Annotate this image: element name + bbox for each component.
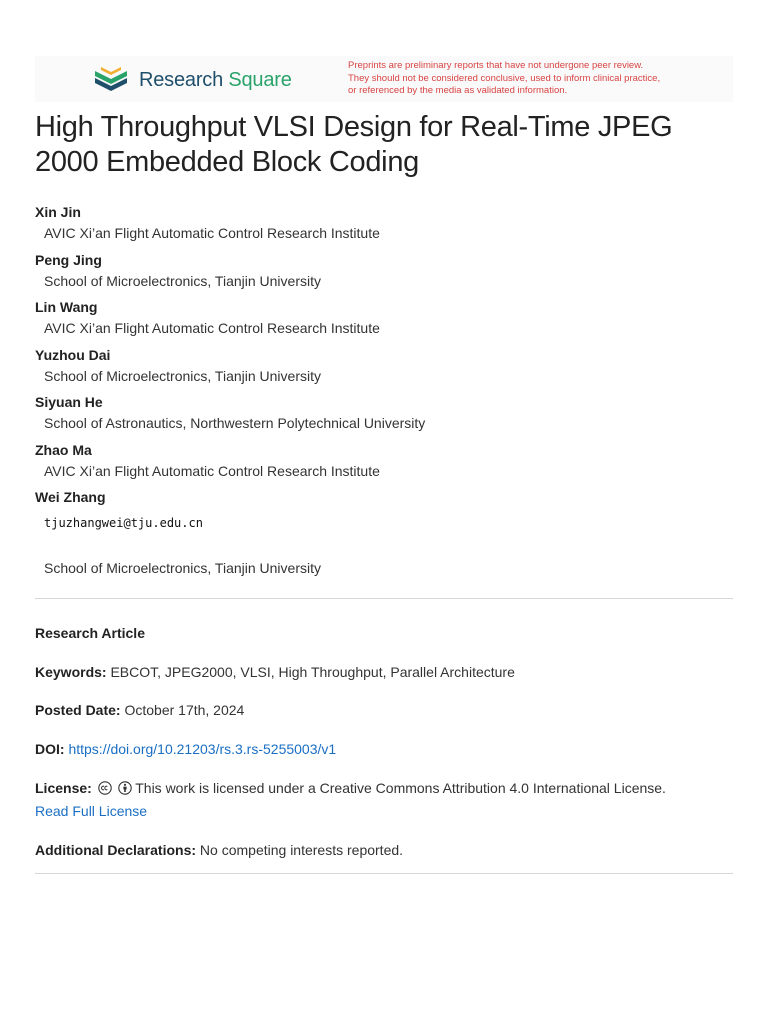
- paper-title: High Throughput VLSI Design for Real-Time JPEG 2000 Embedded Block Coding: [35, 111, 673, 178]
- declarations-row: [35, 839, 733, 862]
- author-name: Wei Zhang: [35, 489, 106, 505]
- author-affiliation: School of Microelectronics, Tianjin University: [44, 367, 321, 384]
- author-email[interactable]: tjuzhangwei@tju.edu.cn: [44, 516, 203, 530]
- author-entry: [35, 345, 733, 393]
- author-name: Siyuan He: [35, 394, 103, 410]
- author-affiliation: AVIC Xi’an Flight Automatic Control Research Institute: [44, 225, 380, 241]
- logo-wordmark: [139, 69, 292, 92]
- keywords-value: EBCOT, JPEG2000, VLSI, High Throughput, Parallel Architecture: [110, 664, 515, 680]
- author-affiliation: School of Microelectronics, Tianjin University: [44, 272, 321, 289]
- keywords-label: Keywords:: [35, 664, 107, 680]
- doi-link[interactable]: https://doi.org/10.21203/rs.3.rs-5255003/v1: [68, 741, 337, 757]
- author-name: Lin Wang: [35, 299, 98, 315]
- author-entry: [35, 297, 733, 345]
- author-entry: [35, 440, 733, 488]
- header-band: [35, 56, 733, 102]
- author-name: Peng Jing: [35, 251, 102, 268]
- disclaimer-line: Preprints are preliminary reports that have not undergone peer review.: [348, 60, 644, 71]
- posted-date-value: October 17th, 2024: [124, 702, 245, 718]
- creative-commons-icon: [98, 781, 112, 795]
- author-entry: [35, 487, 733, 585]
- author-list: [35, 202, 733, 585]
- posted-date-label: Posted Date:: [35, 702, 121, 718]
- logo-word-research: Research: [139, 68, 223, 91]
- author-affiliation: AVIC Xi’an Flight Automatic Control Research Institute: [44, 462, 380, 479]
- research-square-logo-icon: [93, 65, 131, 95]
- posted-date-row: [35, 699, 733, 722]
- logo-word-square: Square: [228, 68, 292, 91]
- preprint-disclaimer: [348, 60, 728, 98]
- author-affiliation: School of Microelectronics, Tianjin University: [44, 560, 321, 576]
- license-text: This work is licensed under a Creative Commons Attribution 4.0 International License.: [135, 780, 666, 796]
- author-name: Yuzhou Dai: [35, 346, 111, 363]
- license-label: License:: [35, 780, 92, 796]
- article-type: [35, 622, 733, 645]
- divider: [35, 598, 733, 599]
- author-entry: [35, 250, 733, 298]
- disclaimer-line: They should not be considered conclusive, used to inform clinical practice,: [348, 72, 661, 84]
- disclaimer-line: or referenced by the media as validated information.: [348, 85, 568, 96]
- keywords-row: [35, 661, 733, 684]
- research-square-logo[interactable]: [93, 64, 292, 96]
- author-entry: [35, 392, 733, 440]
- license-row: [35, 777, 733, 823]
- attribution-icon: [118, 781, 132, 795]
- doi-row: [35, 738, 733, 761]
- declarations-label: Additional Declarations:: [35, 842, 197, 858]
- author-name: Xin Jin: [35, 204, 81, 220]
- read-full-license-link[interactable]: Read Full License: [35, 803, 148, 819]
- divider: [35, 873, 733, 874]
- author-affiliation: School of Astronautics, Northwestern Polytechnical University: [44, 415, 426, 431]
- author-name: Zhao Ma: [35, 441, 92, 458]
- article-type-label: Research Article: [35, 625, 145, 641]
- author-affiliation: AVIC Xi’an Flight Automatic Control Research Institute: [44, 320, 380, 336]
- author-entry: [35, 202, 733, 250]
- declarations-value: No competing interests reported.: [199, 842, 404, 858]
- doi-label: DOI:: [35, 741, 65, 757]
